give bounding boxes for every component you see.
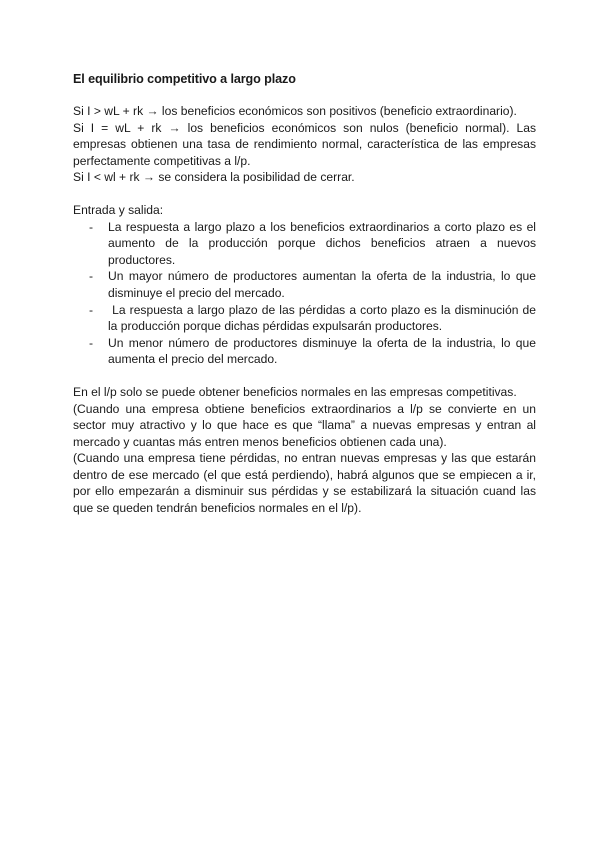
entry-exit-heading: Entrada y salida: xyxy=(73,202,164,217)
dash-bullet: - xyxy=(89,219,94,234)
condition-normal-profit: Si I = wL + rk → los beneficios económicos son nulos (beneficio normal). Las empresas obtienen una tasa de rendimiento normal, característica de las empresas perfectamente competitivas a l/p. xyxy=(73,120,536,168)
list-item-text: La respuesta a largo plazo a los beneficios extraordinarios a corto plazo es el aumento de la producción porque dichos beneficios atraen a nuevos productores. xyxy=(108,219,536,267)
dash-bullet: - xyxy=(89,335,94,350)
conclusion-losses: (Cuando una empresa tiene pérdidas, no entran nuevas empresas y las que estarán dentro de ese mercado (el que está perdiendo), habrá algunos que se empiecen a ir, por ello empezarán a disminuir sus pérdidas y se estabilizará la situación cuand las que se queden tendrán beneficios normales en el l/p). xyxy=(73,451,536,516)
dash-bullet: - xyxy=(89,269,94,284)
list-item xyxy=(73,335,536,368)
list-item xyxy=(73,219,536,269)
conclusion-section xyxy=(73,384,536,517)
dash-bullet: - xyxy=(89,302,94,317)
entry-exit-section xyxy=(73,202,540,368)
entry-exit-list xyxy=(73,219,540,368)
list-item xyxy=(73,268,536,301)
condition-consider-closing: Si I < wl + rk → se considera la posibilidad de cerrar. xyxy=(73,170,355,185)
page-title: El equilibrio competitivo a largo plazo xyxy=(73,72,296,86)
conclusion-extraordinary-profits: (Cuando una empresa obtiene beneficios extraordinarios a l/p se convierte en un sector muy atractivo y lo que hace es que “llama” a nuevas empresas y entran al mercado y cuantas más entren menos beneficios obtienen cada una). xyxy=(73,401,536,449)
list-item-text: Un mayor número de productores aumentan la oferta de la industria, lo que disminuye el precio del mercado. xyxy=(108,269,536,300)
list-item-text: La respuesta a largo plazo de las pérdidas a corto plazo es la disminución de la producción porque dichas pérdidas expulsarán productores. xyxy=(108,302,540,334)
list-item-text: Un menor número de productores disminuye la oferta de la industria, lo que aumenta el precio del mercado. xyxy=(108,335,536,367)
list-item xyxy=(73,302,540,335)
conditions-block xyxy=(73,103,536,186)
conclusion-statement: En el l/p solo se puede obtener beneficios normales en las empresas competitivas. xyxy=(73,384,517,399)
condition-positive-profit: Si I > wL + rk → los beneficios económicos son positivos (beneficio extraordinario). xyxy=(73,104,517,118)
